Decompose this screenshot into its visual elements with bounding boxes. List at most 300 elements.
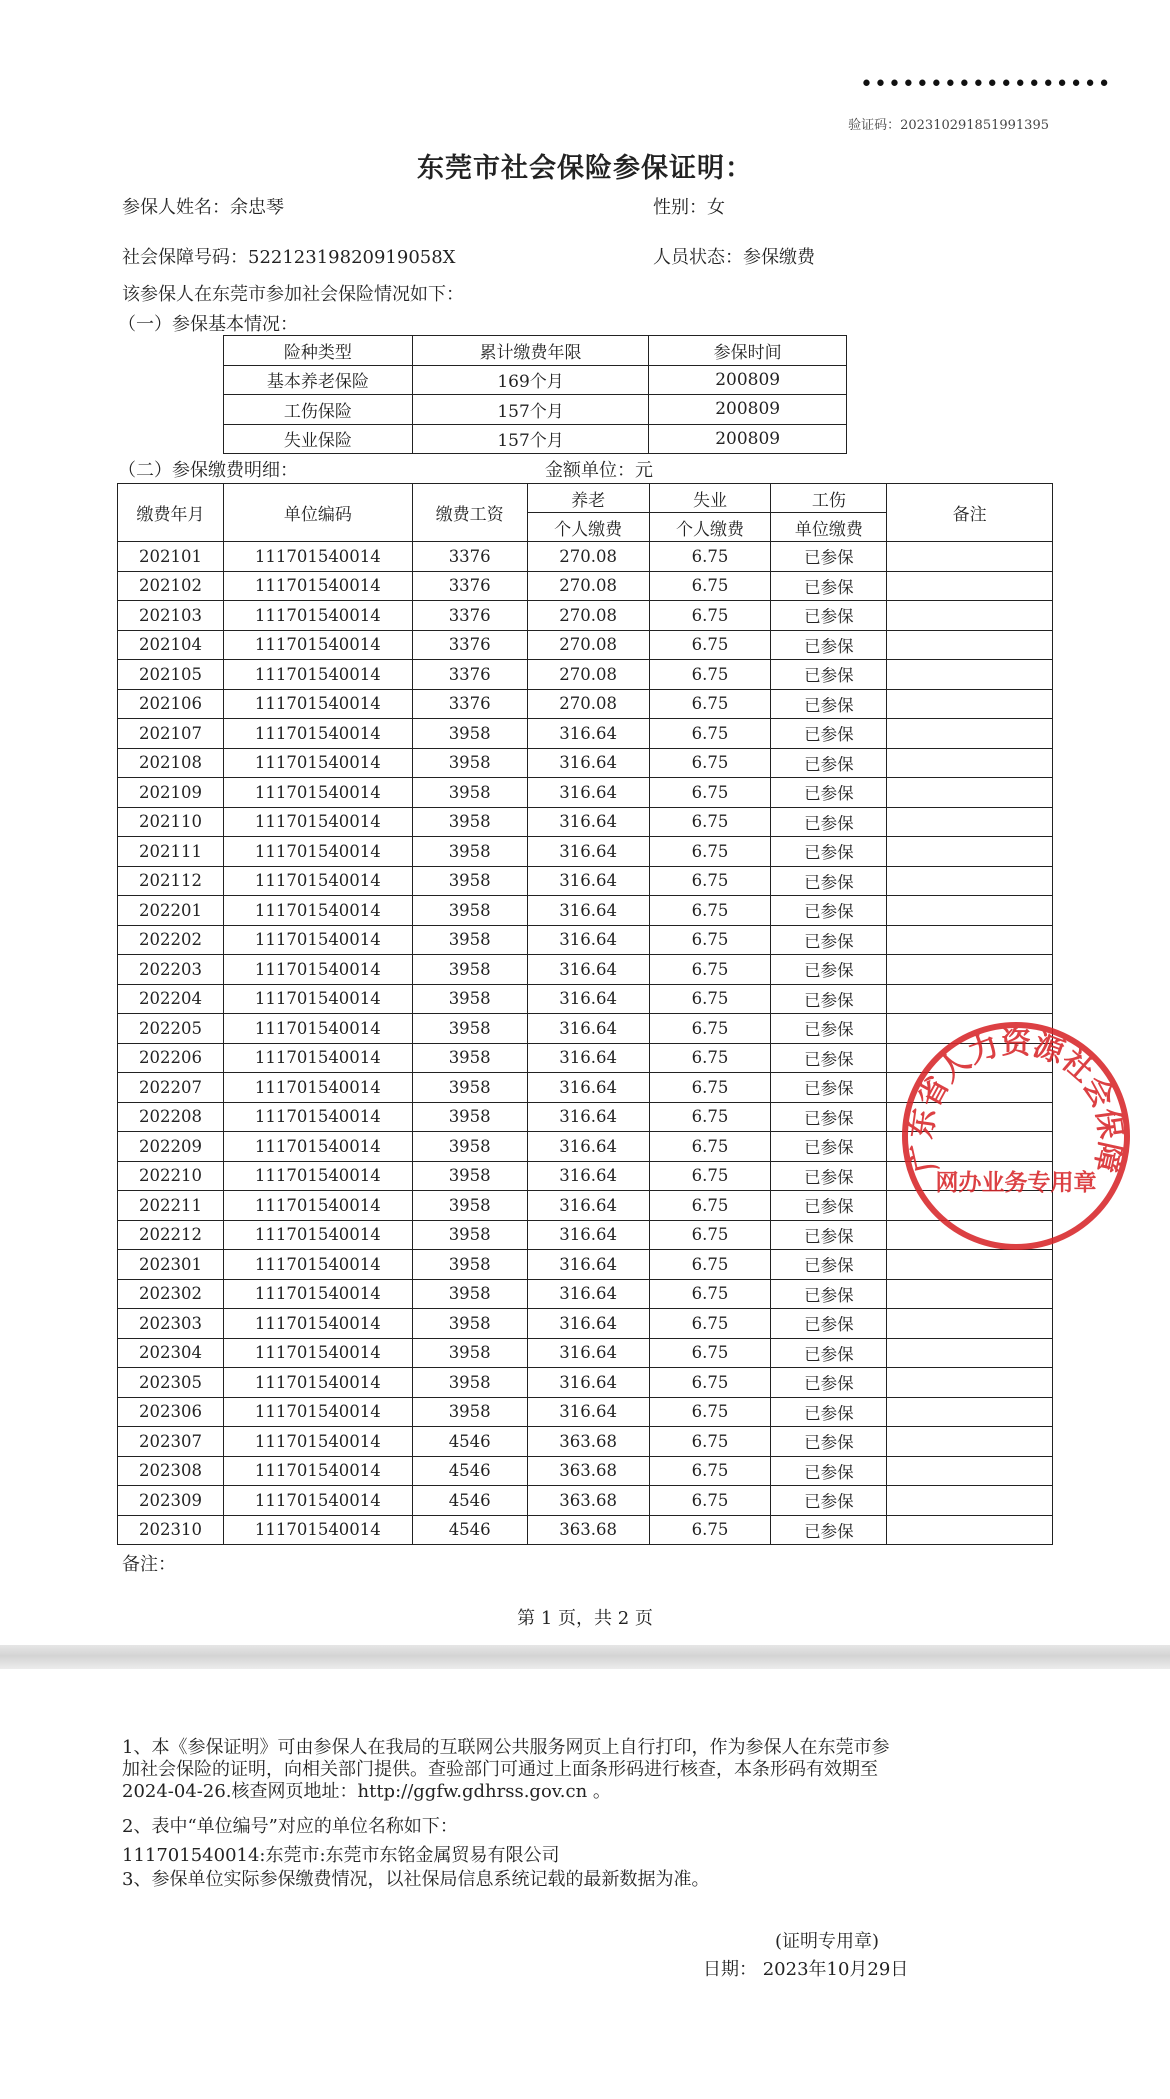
pay-month-cell: 202304 (118, 1338, 224, 1368)
unemployment-cell: 6.75 (649, 1309, 771, 1339)
pay-month-cell: 202210 (118, 1161, 224, 1191)
unemployment-cell: 6.75 (649, 1515, 771, 1545)
pay-month-cell: 202111 (118, 837, 224, 867)
wage-cell: 3958 (412, 719, 527, 749)
pension-cell: 316.64 (527, 1220, 649, 1250)
contribution-detail-table (117, 483, 1053, 1545)
unit-code-cell: 111701540014 (223, 1397, 412, 1427)
table-row (118, 1279, 1053, 1309)
remark-cell (887, 1338, 1053, 1368)
unemployment-cell: 6.75 (649, 1338, 771, 1368)
unemployment-cell: 6.75 (649, 1279, 771, 1309)
pension-cell: 270.08 (527, 601, 649, 631)
wage-cell: 3958 (412, 1161, 527, 1191)
table-row (118, 719, 1053, 749)
wage-cell: 4546 (412, 1456, 527, 1486)
note-1-line-1: 1、本《参保证明》可由参保人在我局的互联网公共服务网页上自行打印，作为参保人在东莞市参 (122, 1737, 890, 1758)
injury-cell: 已参保 (771, 1368, 887, 1398)
wage-cell: 3958 (412, 1191, 527, 1221)
injury-cell: 已参保 (771, 571, 887, 601)
pension-cell: 316.64 (527, 1102, 649, 1132)
basic-table-row (224, 365, 847, 395)
injury-cell: 已参保 (771, 1486, 887, 1516)
pension-cell: 363.68 (527, 1456, 649, 1486)
pension-cell: 316.64 (527, 984, 649, 1014)
unit-code-cell: 111701540014 (223, 1043, 412, 1073)
remark-cell (887, 571, 1053, 601)
unit-code-cell: 111701540014 (223, 1191, 412, 1221)
unemployment-cell: 6.75 (649, 542, 771, 572)
unemployment-cell: 6.75 (649, 984, 771, 1014)
header-pension: 养老 (527, 484, 649, 513)
table-row (118, 660, 1053, 690)
table-row (118, 542, 1053, 572)
pay-month-cell: 202302 (118, 1279, 224, 1309)
pension-cell: 316.64 (527, 1043, 649, 1073)
header-unemployment: 失业 (649, 484, 771, 513)
page-separator (0, 1645, 1170, 1669)
document-title: 东莞市社会保险参保证明： (417, 153, 753, 184)
injury-cell: 已参保 (771, 1250, 887, 1280)
wage-cell: 3958 (412, 1338, 527, 1368)
wage-cell: 3958 (412, 1014, 527, 1044)
unit-code-cell: 111701540014 (223, 1368, 412, 1398)
unemployment-cell: 6.75 (649, 689, 771, 719)
unemployment-cell: 6.75 (649, 630, 771, 660)
wage-cell: 3958 (412, 1250, 527, 1280)
table-row (118, 1397, 1053, 1427)
pay-month-cell: 202102 (118, 571, 224, 601)
pension-cell: 316.64 (527, 1309, 649, 1339)
insured-gender: 性别：女 (653, 197, 725, 218)
unit-code-cell: 111701540014 (223, 1220, 412, 1250)
pay-month-cell: 202108 (118, 748, 224, 778)
table-row (118, 866, 1053, 896)
note-2: 2、表中“单位编号”对应的单位名称如下： (122, 1816, 458, 1837)
injury-cell: 已参保 (771, 748, 887, 778)
pay-month-cell: 202207 (118, 1073, 224, 1103)
table-row (118, 630, 1053, 660)
table-row (118, 955, 1053, 985)
injury-cell: 已参保 (771, 1102, 887, 1132)
cert-seal-label: (证明专用章) (775, 1931, 880, 1952)
remark-cell (887, 984, 1053, 1014)
unit-code-cell: 111701540014 (223, 630, 412, 660)
remark-cell (887, 689, 1053, 719)
wage-cell: 3958 (412, 1279, 527, 1309)
unit-code-cell: 111701540014 (223, 778, 412, 808)
injury-cell: 已参保 (771, 866, 887, 896)
injury-cell: 已参保 (771, 984, 887, 1014)
remark-cell (887, 1279, 1053, 1309)
wage-cell: 3958 (412, 1368, 527, 1398)
header-injury: 工伤 (771, 484, 887, 513)
pay-month-cell: 202301 (118, 1250, 224, 1280)
pay-month-cell: 202110 (118, 807, 224, 837)
wage-cell: 3958 (412, 748, 527, 778)
wage-cell: 3958 (412, 896, 527, 926)
insured-name: 参保人姓名：余忠琴 (122, 197, 284, 218)
remark-cell (887, 601, 1053, 631)
pension-cell: 316.64 (527, 837, 649, 867)
pension-cell: 316.64 (527, 1279, 649, 1309)
table-row (118, 571, 1053, 601)
unemployment-cell: 6.75 (649, 1250, 771, 1280)
pension-cell: 363.68 (527, 1486, 649, 1516)
basic-table-header (224, 336, 847, 366)
injury-cell: 已参保 (771, 630, 887, 660)
pay-month-cell: 202204 (118, 984, 224, 1014)
seal-outer-text: 广东省人力资源社会保障 (903, 1025, 1129, 1176)
pension-cell: 270.08 (527, 571, 649, 601)
pay-month-cell: 202209 (118, 1132, 224, 1162)
injury-cell: 已参保 (771, 1309, 887, 1339)
wage-cell: 4546 (412, 1427, 527, 1457)
unemployment-cell: 6.75 (649, 1368, 771, 1398)
unit-code-cell: 111701540014 (223, 896, 412, 926)
unit-code-cell: 111701540014 (223, 1515, 412, 1545)
wage-cell: 3958 (412, 778, 527, 808)
pension-cell: 316.64 (527, 925, 649, 955)
pension-cell: 270.08 (527, 630, 649, 660)
start-date-cell: 200809 (649, 424, 847, 454)
wage-cell: 3958 (412, 1073, 527, 1103)
table-row (118, 1515, 1053, 1545)
unemployment-cell: 6.75 (649, 837, 771, 867)
note-3: 3、参保单位实际参保缴费情况，以社保局信息系统记载的最新数据为准。 (122, 1869, 710, 1890)
injury-cell: 已参保 (771, 1132, 887, 1162)
wage-cell: 3376 (412, 660, 527, 690)
section-detail-title: （二）参保缴费明细： (118, 460, 298, 481)
pay-month-cell: 202306 (118, 1397, 224, 1427)
header-pension-personal: 个人缴费 (527, 513, 649, 542)
pay-month-cell: 202308 (118, 1456, 224, 1486)
basic-table-row (224, 395, 847, 425)
injury-cell: 已参保 (771, 1338, 887, 1368)
header-total-months: 累计缴费年限 (412, 336, 649, 366)
injury-cell: 已参保 (771, 660, 887, 690)
pay-month-cell: 202205 (118, 1014, 224, 1044)
wage-cell: 3958 (412, 984, 527, 1014)
unemployment-cell: 6.75 (649, 866, 771, 896)
pension-cell: 316.64 (527, 1073, 649, 1103)
injury-cell: 已参保 (771, 1191, 887, 1221)
unemployment-cell: 6.75 (649, 1456, 771, 1486)
injury-cell: 已参保 (771, 601, 887, 631)
pay-month-cell: 202310 (118, 1515, 224, 1545)
pay-month-cell: 202112 (118, 866, 224, 896)
pension-cell: 316.64 (527, 896, 649, 926)
injury-cell: 已参保 (771, 1456, 887, 1486)
unit-code-cell: 111701540014 (223, 866, 412, 896)
intro-text: 该参保人在东莞市参加社会保险情况如下： (122, 284, 464, 305)
injury-cell: 已参保 (771, 719, 887, 749)
social-security-number: 社会保障号码：52212319820919058X (122, 247, 456, 268)
pension-cell: 270.08 (527, 542, 649, 572)
insurance-type-cell: 基本养老保险 (224, 365, 413, 395)
pay-month-cell: 202105 (118, 660, 224, 690)
header-insurance-type: 险种类型 (224, 336, 413, 366)
basic-table-row (224, 424, 847, 454)
unit-code-cell: 111701540014 (223, 837, 412, 867)
note-1-line-3: 2024-04-26.核查网页地址：http://ggfw.gdhrss.gov.cn 。 (122, 1781, 611, 1802)
pay-month-cell: 202106 (118, 689, 224, 719)
page-indicator: 第 1 页，共 2 页 (517, 1608, 653, 1629)
remark-cell (887, 630, 1053, 660)
pay-month-cell: 202107 (118, 719, 224, 749)
injury-cell: 已参保 (771, 1515, 887, 1545)
header-injury-unit: 单位缴费 (771, 513, 887, 542)
unit-code-cell: 111701540014 (223, 1486, 412, 1516)
injury-cell: 已参保 (771, 689, 887, 719)
pay-month-cell: 202104 (118, 630, 224, 660)
table-row (118, 807, 1053, 837)
injury-cell: 已参保 (771, 1014, 887, 1044)
pension-cell: 316.64 (527, 719, 649, 749)
unemployment-cell: 6.75 (649, 896, 771, 926)
wage-cell: 3958 (412, 1220, 527, 1250)
wage-cell: 3958 (412, 1397, 527, 1427)
table-row (118, 748, 1053, 778)
table-row (118, 778, 1053, 808)
unit-code-cell: 111701540014 (223, 984, 412, 1014)
unemployment-cell: 6.75 (649, 1161, 771, 1191)
unit-code-cell: 111701540014 (223, 1427, 412, 1457)
issue-date: 日期： 2023年10月29日 (703, 1959, 909, 1980)
pay-month-cell: 202203 (118, 955, 224, 985)
barcode: •••••••••••••••••• (860, 72, 1112, 97)
remark-cell (887, 660, 1053, 690)
table-row (118, 1427, 1053, 1457)
pay-month-cell: 202305 (118, 1368, 224, 1398)
pension-cell: 316.64 (527, 1368, 649, 1398)
injury-cell: 已参保 (771, 837, 887, 867)
wage-cell: 3958 (412, 837, 527, 867)
pension-cell: 316.64 (527, 1014, 649, 1044)
injury-cell: 已参保 (771, 1043, 887, 1073)
remark-cell (887, 1368, 1053, 1398)
remark-cell (887, 866, 1053, 896)
injury-cell: 已参保 (771, 896, 887, 926)
unit-code-cell: 111701540014 (223, 748, 412, 778)
total-months-cell: 157个月 (412, 424, 649, 454)
remark-cell (887, 1397, 1053, 1427)
unit-code-cell: 111701540014 (223, 1161, 412, 1191)
pension-cell: 316.64 (527, 955, 649, 985)
pension-cell: 316.64 (527, 1250, 649, 1280)
injury-cell: 已参保 (771, 1279, 887, 1309)
pay-month-cell: 202202 (118, 925, 224, 955)
table-row (118, 689, 1053, 719)
remark-cell (887, 1427, 1053, 1457)
unemployment-cell: 6.75 (649, 778, 771, 808)
insurance-type-cell: 失业保险 (224, 424, 413, 454)
unit-code-cell: 111701540014 (223, 1102, 412, 1132)
unemployment-cell: 6.75 (649, 1073, 771, 1103)
pension-cell: 363.68 (527, 1515, 649, 1545)
total-months-cell: 169个月 (412, 365, 649, 395)
unit-code-cell: 111701540014 (223, 1309, 412, 1339)
certificate-page-2 (0, 1669, 1170, 2099)
remark-cell (887, 1515, 1053, 1545)
remark-cell (887, 1456, 1053, 1486)
pay-month-cell: 202309 (118, 1486, 224, 1516)
header-remark: 备注 (887, 484, 1053, 542)
wage-cell: 3958 (412, 807, 527, 837)
unemployment-cell: 6.75 (649, 601, 771, 631)
wage-cell: 3958 (412, 1043, 527, 1073)
pay-month-cell: 202211 (118, 1191, 224, 1221)
pay-month-cell: 202303 (118, 1309, 224, 1339)
pension-cell: 316.64 (527, 1191, 649, 1221)
unit-code-cell: 111701540014 (223, 601, 412, 631)
injury-cell: 已参保 (771, 1220, 887, 1250)
pay-month-cell: 202103 (118, 601, 224, 631)
table-row (118, 601, 1053, 631)
unit-code-cell: 111701540014 (223, 542, 412, 572)
unemployment-cell: 6.75 (649, 1132, 771, 1162)
remark-cell (887, 1309, 1053, 1339)
unemployment-cell: 6.75 (649, 1486, 771, 1516)
verification-code: 验证码：202310291851991395 (848, 118, 1049, 133)
injury-cell: 已参保 (771, 955, 887, 985)
unemployment-cell: 6.75 (649, 719, 771, 749)
header-unemployment-personal: 个人缴费 (649, 513, 771, 542)
pension-cell: 316.64 (527, 1338, 649, 1368)
remark-cell (887, 542, 1053, 572)
pension-cell: 270.08 (527, 689, 649, 719)
remark-cell (887, 955, 1053, 985)
pension-cell: 316.64 (527, 1161, 649, 1191)
unit-code-cell: 111701540014 (223, 689, 412, 719)
injury-cell: 已参保 (771, 807, 887, 837)
wage-cell: 3958 (412, 866, 527, 896)
pay-month-cell: 202307 (118, 1427, 224, 1457)
injury-cell: 已参保 (771, 1161, 887, 1191)
unit-code-cell: 111701540014 (223, 807, 412, 837)
unemployment-cell: 6.75 (649, 1397, 771, 1427)
pension-cell: 316.64 (527, 778, 649, 808)
unemployment-cell: 6.75 (649, 1220, 771, 1250)
table-row (118, 837, 1053, 867)
injury-cell: 已参保 (771, 925, 887, 955)
unit-code-cell: 111701540014 (223, 1132, 412, 1162)
amount-unit: 金额单位：元 (545, 460, 653, 481)
pay-month-cell: 202206 (118, 1043, 224, 1073)
unemployment-cell: 6.75 (649, 1014, 771, 1044)
injury-cell: 已参保 (771, 1073, 887, 1103)
header-unit-code: 单位编码 (223, 484, 412, 542)
header-start-date: 参保时间 (649, 336, 847, 366)
unemployment-cell: 6.75 (649, 1191, 771, 1221)
unit-code-cell: 111701540014 (223, 1338, 412, 1368)
wage-cell: 3376 (412, 542, 527, 572)
pension-cell: 316.64 (527, 1397, 649, 1427)
basic-insurance-table (223, 335, 847, 454)
table-row (118, 1338, 1053, 1368)
wage-cell: 3958 (412, 1102, 527, 1132)
pension-cell: 316.64 (527, 866, 649, 896)
wage-cell: 3958 (412, 1132, 527, 1162)
wage-cell: 3376 (412, 630, 527, 660)
table-row (118, 1368, 1053, 1398)
unit-code-cell: 111701540014 (223, 719, 412, 749)
pension-cell: 270.08 (527, 660, 649, 690)
table-row (118, 1486, 1053, 1516)
pension-cell: 316.64 (527, 748, 649, 778)
injury-cell: 已参保 (771, 1397, 887, 1427)
injury-cell: 已参保 (771, 542, 887, 572)
unit-code-cell: 111701540014 (223, 1250, 412, 1280)
table-row (118, 984, 1053, 1014)
seal-inner-text: 网办业务专用章 (935, 1170, 1097, 1196)
wage-cell: 3376 (412, 571, 527, 601)
remark-cell (887, 925, 1053, 955)
unemployment-cell: 6.75 (649, 660, 771, 690)
table-row (118, 1456, 1053, 1486)
note-1-line-2: 加社会保险的证明，向相关部门提供。查验部门可通过上面条形码进行核查，本条形码有效期至 (122, 1759, 878, 1780)
remark-cell (887, 748, 1053, 778)
start-date-cell: 200809 (649, 365, 847, 395)
remark-cell (887, 896, 1053, 926)
unit-code-cell: 111701540014 (223, 1014, 412, 1044)
wage-cell: 4546 (412, 1515, 527, 1545)
unemployment-cell: 6.75 (649, 807, 771, 837)
header-pay-month: 缴费年月 (118, 484, 224, 542)
remark-cell (887, 778, 1053, 808)
official-seal (898, 1018, 1134, 1254)
table-row (118, 896, 1053, 926)
section-basic-title: （一）参保基本情况： (118, 314, 298, 335)
unemployment-cell: 6.75 (649, 1043, 771, 1073)
unit-code-cell: 111701540014 (223, 955, 412, 985)
unit-code-cell: 111701540014 (223, 1456, 412, 1486)
pay-month-cell: 202208 (118, 1102, 224, 1132)
unit-code-cell: 111701540014 (223, 925, 412, 955)
pay-month-cell: 202212 (118, 1220, 224, 1250)
remark-cell (887, 807, 1053, 837)
pay-month-cell: 202101 (118, 542, 224, 572)
injury-cell: 已参保 (771, 1427, 887, 1457)
table-row (118, 925, 1053, 955)
table-row (118, 1309, 1053, 1339)
header-wage: 缴费工资 (412, 484, 527, 542)
pay-month-cell: 202109 (118, 778, 224, 808)
unemployment-cell: 6.75 (649, 925, 771, 955)
insured-status: 人员状态：参保缴费 (653, 247, 815, 268)
unemployment-cell: 6.75 (649, 1102, 771, 1132)
wage-cell: 3376 (412, 689, 527, 719)
wage-cell: 4546 (412, 1486, 527, 1516)
total-months-cell: 157个月 (412, 395, 649, 425)
wage-cell: 3958 (412, 955, 527, 985)
unemployment-cell: 6.75 (649, 1427, 771, 1457)
wage-cell: 3376 (412, 601, 527, 631)
remark-cell (887, 719, 1053, 749)
wage-cell: 3958 (412, 1309, 527, 1339)
remark-cell (887, 837, 1053, 867)
unit-code-cell: 111701540014 (223, 1073, 412, 1103)
start-date-cell: 200809 (649, 395, 847, 425)
injury-cell: 已参保 (771, 778, 887, 808)
unit-code-cell: 111701540014 (223, 571, 412, 601)
remark-cell (887, 1486, 1053, 1516)
pension-cell: 316.64 (527, 1132, 649, 1162)
pension-cell: 316.64 (527, 807, 649, 837)
unemployment-cell: 6.75 (649, 571, 771, 601)
unemployment-cell: 6.75 (649, 748, 771, 778)
insurance-type-cell: 工伤保险 (224, 395, 413, 425)
